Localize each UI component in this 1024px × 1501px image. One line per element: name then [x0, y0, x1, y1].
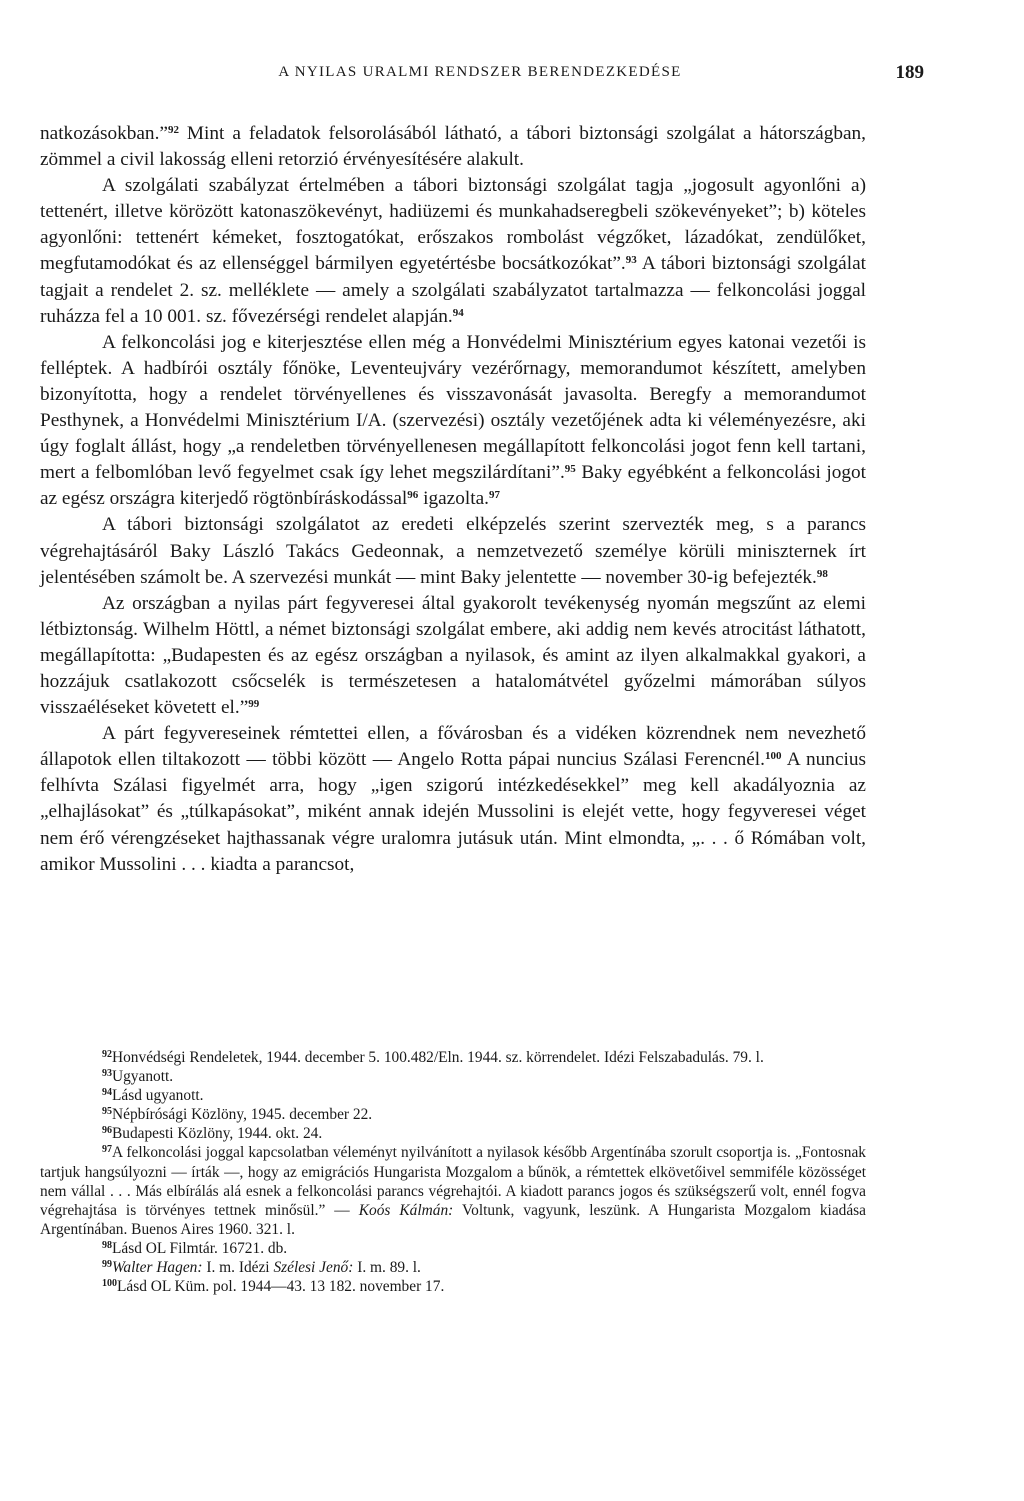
footnote-ref[interactable]: 95: [564, 463, 576, 476]
running-title: A NYILAS URALMI RENDSZER BERENDEZKEDÉSE: [278, 64, 682, 80]
footnote: $^{100}$Lásd OL Küm. pol. 1944—43. 13 182. november 17.: [102, 1278, 445, 1296]
footnote: $^{93}$Ugyanott.: [102, 1068, 174, 1086]
paragraph: natkozásokban.”$^{92}$ Mint a feladatok felsorolásából látható, a tábori biztonsági szolgálat a hátországban, zömmel a civil lakosság elleni retorzió érvényesítésére alakult.: [40, 123, 866, 171]
footnote: $^{98}$Lásd OL Filmtár. 16721. db.: [102, 1239, 288, 1257]
footnote-ref[interactable]: 98: [816, 567, 828, 580]
footnotes: [40, 1048, 866, 1296]
paragraph: Az országban a nyilas párt fegyveresei által gyakorolt tevékenység nyomán megszűnt az elemi létbiztonság. Wilhelm Höttl, a német biztonsági szolgálat embere, aki addig nem kevés atrocitást láthatott, megállapította: „Budapesten és az egész országban a nyilasok, és amint az ilyen alkalmakkal gyakori, a hozzájuk csatlakozott csőcselék is természetesen a hatalomátvétel győzelmi mámorában súlyos visszaéléseket követett el.”$^{99}$: [40, 592, 866, 719]
author-name: Walter Hagen:: [112, 1259, 203, 1277]
footnote: $^{96}$Budapesti Közlöny, 1944. okt. 24.: [102, 1125, 323, 1143]
footnote: $^{95}$Népbírósági Közlöny, 1945. december 22.: [102, 1106, 373, 1124]
footnote: $^{97}$A felkoncolási joggal kapcsolatban véleményt nyilvánított a nyilasok később Argentínába szorult csoportja is. „Fontosnak tartjuk hangsúlyozni — írták —, hogy az emigrációs Hungarista Mozgalom a bűnök, a rémtettek elkövetőivel semmiféle közösséget nem vállal . . . Más elbírálás alá esnek a felkoncolási parancs végrehajtói. A kiadott parancs jogos és szükségszerű volt, ennél fogva végrehajtása is törvényes tettnek minősül.” — Koós Kálmán: Voltunk, vagyunk, leszünk. A Hungarista Mozgalom kiadása Argentínában. Buenos Aires 1960. 321. l.: [40, 1144, 866, 1238]
author-name: Szélesi Jenő:: [273, 1259, 354, 1277]
footnote-ref[interactable]: 92: [167, 124, 179, 136]
page-number: 189: [895, 62, 924, 83]
main-text: [40, 121, 866, 878]
footnote-ref[interactable]: 100: [764, 750, 782, 763]
paragraph: A párt fegyvereseinek rémtettei ellen, a fővárosban és a vidéken közrendnek nem nevezhető állapotok ellen tiltakozott — többi között — Angelo Rotta pápai nuncius Szálasi Ferencnél.$^{100}$ A nuncius felhívta Szálasi figyelmét arra, hogy „igen szigorú intézkedésekkel” meg kell akadályoznia az „elhajlásokat” és „túlkapásokat”, miként annak idején Mussolini is elejét vette, hogy fegyveresei véget nem érő vérengzéseket hajthassanak végre uralomra jutásuk után. Mint elmondta, „. . . ő Rómában volt, amikor Mussolini . . . kiadta a parancsot,: [40, 723, 866, 875]
paragraph: A tábori biztonsági szolgálatot az eredeti elképzelés szerint szervezték meg, s a parancs végrehajtásáról Baky László Takács Gedeonnak, a nemzetvezető személye körüli miniszternek írt jelentésében számolt be. A szervezési munkát — mint Baky jelentette — november 30-ig befejezték.$^{98}$: [40, 514, 866, 588]
footnote: $^{92}$Honvédségi Rendeletek, 1944. december 5. 100.482/Eln. 1944. sz. körrendelet. Idézi Felszabadulás. 79. l.: [102, 1049, 764, 1066]
footnote-ref[interactable]: 94: [452, 306, 464, 319]
footnote-ref[interactable]: 96: [407, 489, 419, 502]
footnote-ref[interactable]: 97: [488, 489, 500, 502]
footnote-ref[interactable]: 99: [248, 698, 260, 711]
paragraph: A felkoncolási jog e kiterjesztése ellen még a Honvédelmi Minisztérium egyes katonai vezetői is felléptek. A hadbírói osztály főnöke, Leventeujváry vezérőrnagy, memorandumot készített, amelyben bizonyította, hogy a rendelet törvényellenes és visszavonását javasolta. Beregfy a memorandumot Pesthynek, a Honvédelmi Minisztérium I/A. (szervezési) osztály vezetőjének adta ki véleményezésre, aki úgy foglalt állást, hogy „a rendeletben törvényellenesen megállapított felkoncolási jogot fenn kell tartani, mert a felbomlóban levő fegyelmet csak így lehet megszilárdítani”.$^{95}$ Baky egyébként a felkoncolási jogot az egész országra kiterjedő rögtönbíráskodással$^{96}$ igazolta.$^{97}$: [40, 331, 867, 510]
footnote-ref[interactable]: 93: [625, 254, 637, 267]
author-name: Koós Kálmán:: [358, 1201, 454, 1219]
running-header: [40, 62, 924, 86]
paragraph: A szolgálati szabályzat értelmében a tábori biztonsági szolgálat tagja „jogosult agyonlőni a) tettenért, illetve körözött katonaszökevényt, hadiüzemi és munkahadseregbeli szökevényeket”; b) köteles agyonlőni: tettenért kémeket, fosztogatókat, erőszakos rombolást végzőket, lázadókat, zendülőket, megfutamodókat és az ellenséggel bármilyen egyetértésbe bocsátkozókat”.$^{93}$ A tábori biztonsági szolgálat tagjait a rendelet 2. sz. melléklete — amely a szolgálati szabályzatot tartalmazza — felkoncolási joggal ruházza fel a 10 001. sz. fővezérségi rendelet alapján.$^{94}$: [40, 175, 866, 327]
footnote: $^{99}$Walter Hagen: I. m. Idézi Szélesi Jenő: I. m. 89. l.: [102, 1259, 421, 1277]
footnote: $^{94}$Lásd ugyanott.: [102, 1087, 204, 1105]
